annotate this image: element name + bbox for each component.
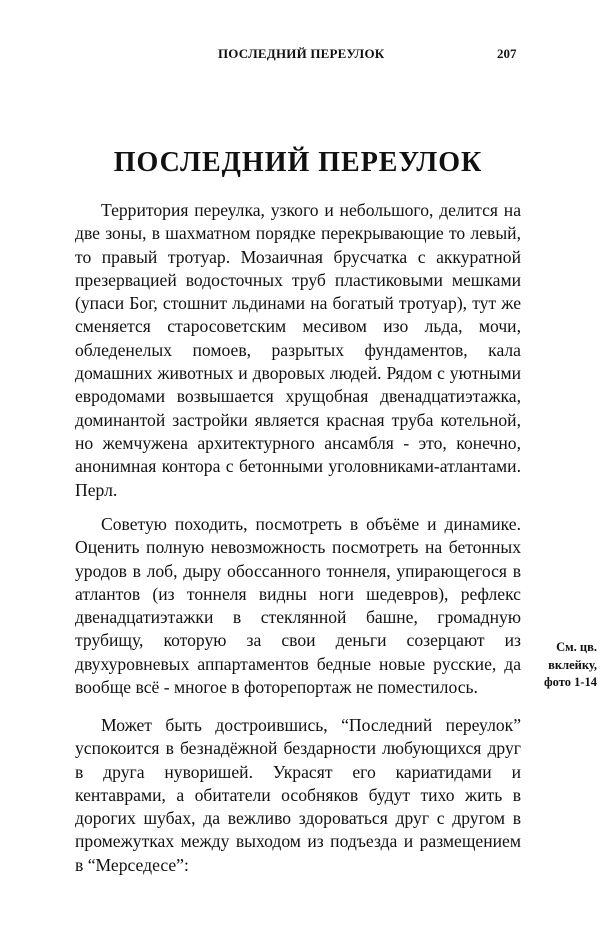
paragraph-3: Может быть достроившись, “Последний переулок” успокоится в безнадёжной бездарности любующихся друг в друга нуворишей. Украсят его кариатидами и кентаврами, а обитатели особняков будут тихо жить в дорогих шубах, да вежливо здороваться друг с другом в промежутках между выходом из подъезда и размещением в “Мерседесе”:	[75, 715, 521, 875]
margin-note-line-3: фото 1-14	[544, 675, 597, 689]
paragraph-2: Советую походить, посмотреть в объёме и динамике. Оценить полную невозможность посмотреть на бетонных уродов в лоб, дыру обоссанного тоннеля, упирающегося в атлантов (из тоннеля видны ноги шедевров), рефлекс двенадцатиэтажки в стеклянной башне, громадную трубищу, которую за свои деньги созерцают из двухуровневых аппартаментов бедные новые русские, да вообще всё - многое в фоторепортаж не поместилось.	[75, 514, 521, 698]
margin-note-line-1: См. цв.	[556, 640, 597, 654]
page-number: 207	[497, 46, 517, 61]
margin-note	[535, 639, 597, 692]
margin-note-line-2: вклейку,	[548, 657, 597, 672]
running-head-title: ПОСЛЕДНИЙ ПЕРЕУЛОК	[218, 46, 385, 61]
chapter-title: ПОСЛЕДНИЙ ПЕРЕУЛОК	[113, 147, 483, 178]
paragraph-1: Территория переулка, узкого и небольшого, делится на две зоны, в шахматном порядке перекрывающие то левый, то правый тротуар. Мозаичная брусчатка с аккуратной презервацией водосточных труб пластиковыми мешками (упаси Бог, стошнит льдинами на богатый тротуар), тут же сменяется старосоветским месивом изо льда, мочи, обледенелых помоев, разрытых фундаментов, кала домашних животных и дворовых людей. Рядом с уютными евродомами возвышается хрущобная двенадцатиэтажка, доминантой застройки является красная труба котельной, но жемчужена архитектурного ансамбля - это, конечно, анонимная контора с бетонными уголовниками-атлантами. Перл.	[75, 200, 521, 500]
